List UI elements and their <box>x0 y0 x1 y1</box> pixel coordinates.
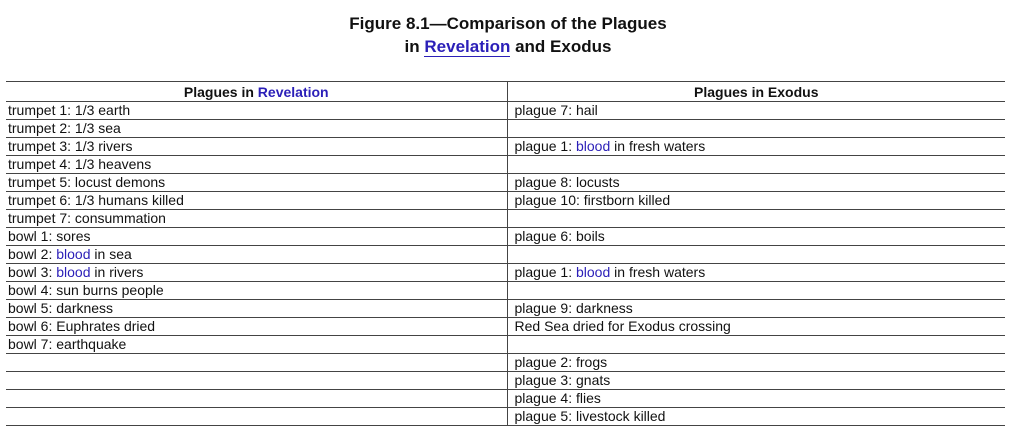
cell-text: trumpet 2: 1/3 sea <box>8 120 121 136</box>
revelation-cell <box>6 102 507 120</box>
cell-text: plague 10: firstborn killed <box>514 192 671 208</box>
table-row <box>6 390 1005 408</box>
cell-text: plague 5: livestock killed <box>514 408 666 424</box>
exodus-cell <box>507 282 1005 300</box>
cell-text: trumpet 7: consummation <box>8 210 166 226</box>
exodus-cell <box>507 264 1005 282</box>
exodus-cell <box>507 246 1005 264</box>
cell-text: bowl 7: earthquake <box>8 336 127 352</box>
revelation-cell <box>6 120 507 138</box>
table-row <box>6 138 1005 156</box>
exodus-cell <box>507 156 1005 174</box>
table-row <box>6 408 1005 426</box>
revelation-cell <box>6 228 507 246</box>
title-prefix: in <box>404 37 425 56</box>
table-row <box>6 354 1005 372</box>
cell-text: trumpet 5: locust demons <box>8 174 166 190</box>
cell-text: in fresh waters <box>610 138 706 154</box>
cell-text: trumpet 6: 1/3 humans killed <box>8 192 184 208</box>
revelation-cell <box>6 156 507 174</box>
cell-text: plague 2: frogs <box>514 354 608 370</box>
revelation-cell <box>6 336 507 354</box>
exodus-cell <box>507 354 1005 372</box>
revelation-cell <box>6 246 507 264</box>
exodus-column-header: Plagues in Exodus <box>507 82 1005 102</box>
blood-link[interactable]: blood <box>576 264 611 280</box>
revelation-cell <box>6 210 507 228</box>
revelation-cell <box>6 138 507 156</box>
exodus-cell <box>507 138 1005 156</box>
exodus-cell <box>507 120 1005 138</box>
exodus-cell <box>507 300 1005 318</box>
blood-link[interactable]: blood <box>56 264 91 280</box>
cell-text: plague 1: <box>514 264 576 280</box>
cell-text: bowl 4: sun burns people <box>8 282 164 298</box>
revelation-cell <box>6 372 507 390</box>
cell-text: trumpet 4: 1/3 heavens <box>8 156 152 172</box>
cell-text: trumpet 3: 1/3 rivers <box>8 138 133 154</box>
exodus-cell <box>507 192 1005 210</box>
cell-text: plague 3: gnats <box>514 372 611 388</box>
exodus-cell <box>507 390 1005 408</box>
revelation-cell <box>6 282 507 300</box>
cell-text: in rivers <box>90 264 144 280</box>
cell-text: plague 1: <box>514 138 576 154</box>
table-row <box>6 246 1005 264</box>
revelation-cell <box>6 300 507 318</box>
exodus-cell <box>507 372 1005 390</box>
table-row <box>6 120 1005 138</box>
cell-text: plague 4: flies <box>514 390 601 406</box>
exodus-cell <box>507 210 1005 228</box>
table-header-row <box>6 82 1005 102</box>
plagues-comparison-table <box>6 81 1005 426</box>
cell-text: trumpet 1: 1/3 earth <box>8 102 131 118</box>
revelation-cell <box>6 264 507 282</box>
cell-text: in sea <box>90 246 132 262</box>
table-row <box>6 102 1005 120</box>
title-suffix: and Exodus <box>510 37 612 56</box>
cell-text: bowl 5: darkness <box>8 300 114 316</box>
cell-text: plague 8: locusts <box>514 174 620 190</box>
revelation-cell <box>6 354 507 372</box>
cell-text: Red Sea dried for Exodus crossing <box>514 318 731 334</box>
exodus-cell <box>507 408 1005 426</box>
table-row <box>6 336 1005 354</box>
cell-text: plague 7: hail <box>514 102 598 118</box>
exodus-cell <box>507 102 1005 120</box>
table-row <box>6 228 1005 246</box>
figure-title-line-2 <box>0 35 1016 58</box>
blood-link[interactable]: blood <box>56 246 91 262</box>
revelation-cell <box>6 390 507 408</box>
revelation-cell <box>6 174 507 192</box>
table-row <box>6 300 1005 318</box>
revelation-cell <box>6 318 507 336</box>
cell-text: bowl 3: <box>8 264 57 280</box>
exodus-cell <box>507 174 1005 192</box>
table-row <box>6 174 1005 192</box>
table-row <box>6 156 1005 174</box>
figure-title <box>0 12 1016 58</box>
exodus-cell <box>507 336 1005 354</box>
exodus-cell <box>507 318 1005 336</box>
revelation-title-link[interactable]: Revelation <box>424 37 511 56</box>
cell-text: in fresh waters <box>610 264 706 280</box>
table-row <box>6 372 1005 390</box>
revelation-cell <box>6 192 507 210</box>
cell-text: bowl 1: sores <box>8 228 91 244</box>
table-row <box>6 210 1005 228</box>
revelation-header-prefix: Plagues in <box>183 84 258 100</box>
table-row <box>6 318 1005 336</box>
revelation-column-header <box>6 82 507 102</box>
table-body <box>6 102 1005 426</box>
cell-text: bowl 6: Euphrates dried <box>8 318 156 334</box>
revelation-cell <box>6 408 507 426</box>
revelation-header-link[interactable]: Revelation <box>257 84 329 100</box>
cell-text: bowl 2: <box>8 246 57 262</box>
figure-title-line-1: Figure 8.1—Comparison of the Plagues <box>349 14 667 33</box>
exodus-cell <box>507 228 1005 246</box>
cell-text: plague 6: boils <box>514 228 605 244</box>
table-row <box>6 264 1005 282</box>
table-row <box>6 282 1005 300</box>
blood-link[interactable]: blood <box>576 138 611 154</box>
cell-text: plague 9: darkness <box>514 300 633 316</box>
table-row <box>6 192 1005 210</box>
